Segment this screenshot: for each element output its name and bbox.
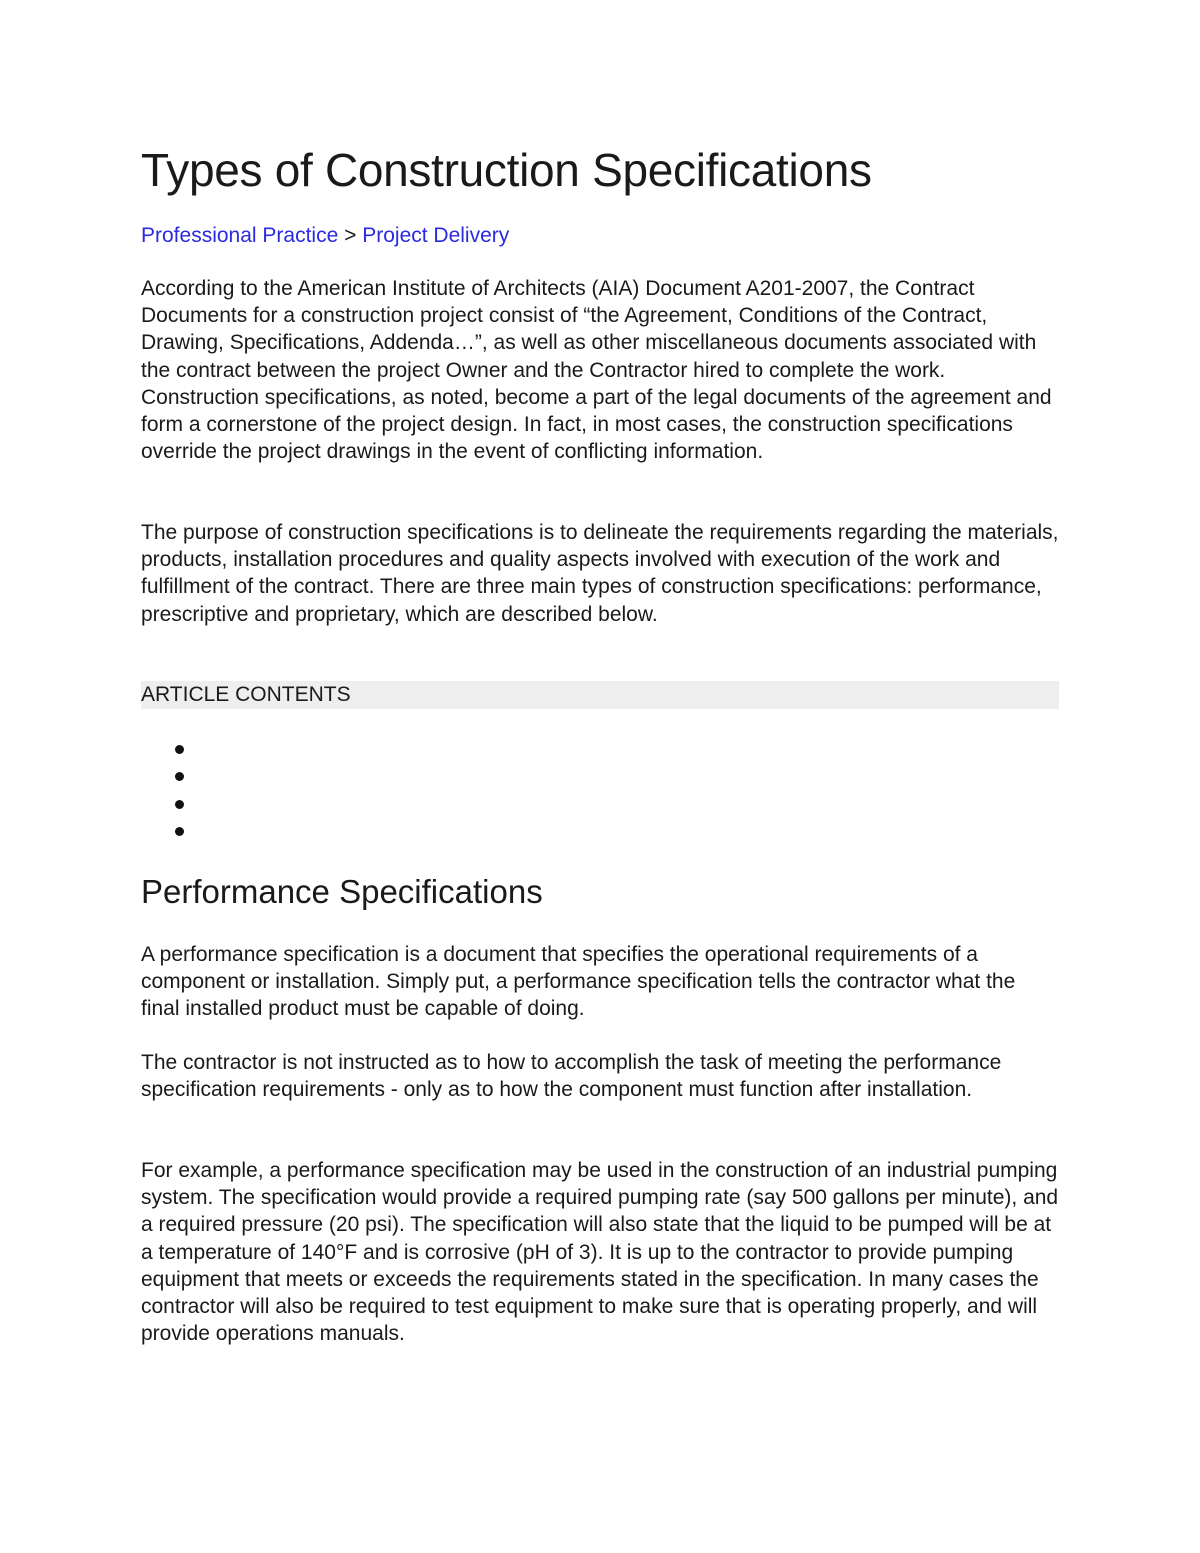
intro-paragraph: According to the American Institute of Architects (AIA) Document A201-2007, the Contract Documents for a construction project consist of “the Agreement, Conditions of the Contract, Drawing, Specifications, Addenda…”, as well as other miscellaneous documents associated with the contract between the project Owner and the Contractor hired to complete the work. Construction specifications, as noted, become a part of the legal documents of the agreement and form a cornerstone of the project design. In fact, in most cases, the construction specifications override the project drawings in the event of conflicting information. <box>141 277 1052 464</box>
section-paragraph: The contractor is not instructed as to how to accomplish the task of meeting the performance specification requirements - only as to how the component must function after installation. <box>141 1051 1002 1102</box>
section-heading-performance: Performance Specifications <box>141 873 543 910</box>
breadcrumb <box>141 222 509 249</box>
article-contents-header[interactable]: ARTICLE CONTENTS <box>141 681 1059 709</box>
bullet-icon <box>175 772 184 781</box>
bullet-icon <box>175 800 184 809</box>
bullet-icon <box>175 745 184 754</box>
page-title: Types of Construction Specifications <box>141 144 872 196</box>
section-paragraph: For example, a performance specification may be used in the construction of an industrial pumping system. The specification would provide a required pumping rate (say 500 gallons per minute), and a required pressure (20 psi). The specification will also state that the liquid to be pumped will be at a temperature of 140°F and is corrosive (pH of 3). It is up to the contractor to provide pumping equipment that meets or exceeds the requirements stated in the specification. In many cases the contractor will also be required to test equipment to make sure that is operating properly, and will provide operations manuals. <box>141 1159 1059 1346</box>
breadcrumb-link-professional-practice[interactable]: Professional Practice <box>141 224 339 247</box>
intro-paragraph: The purpose of construction specifications is to delineate the requirements regarding the materials, products, installation procedures and quality aspects involved with execution of the work and fulfillment of the contract. There are three main types of construction specifications: performance, prescriptive and proprietary, which are described below. <box>141 521 1059 626</box>
section-paragraph: A performance specification is a document that specifies the operational requirements of a component or installation. Simply put, a performance specification tells the contractor what the final installed product must be capable of doing. <box>141 943 1016 1021</box>
breadcrumb-separator: > <box>344 224 357 247</box>
bullet-icon <box>175 827 184 836</box>
breadcrumb-link-project-delivery[interactable]: Project Delivery <box>362 224 510 247</box>
